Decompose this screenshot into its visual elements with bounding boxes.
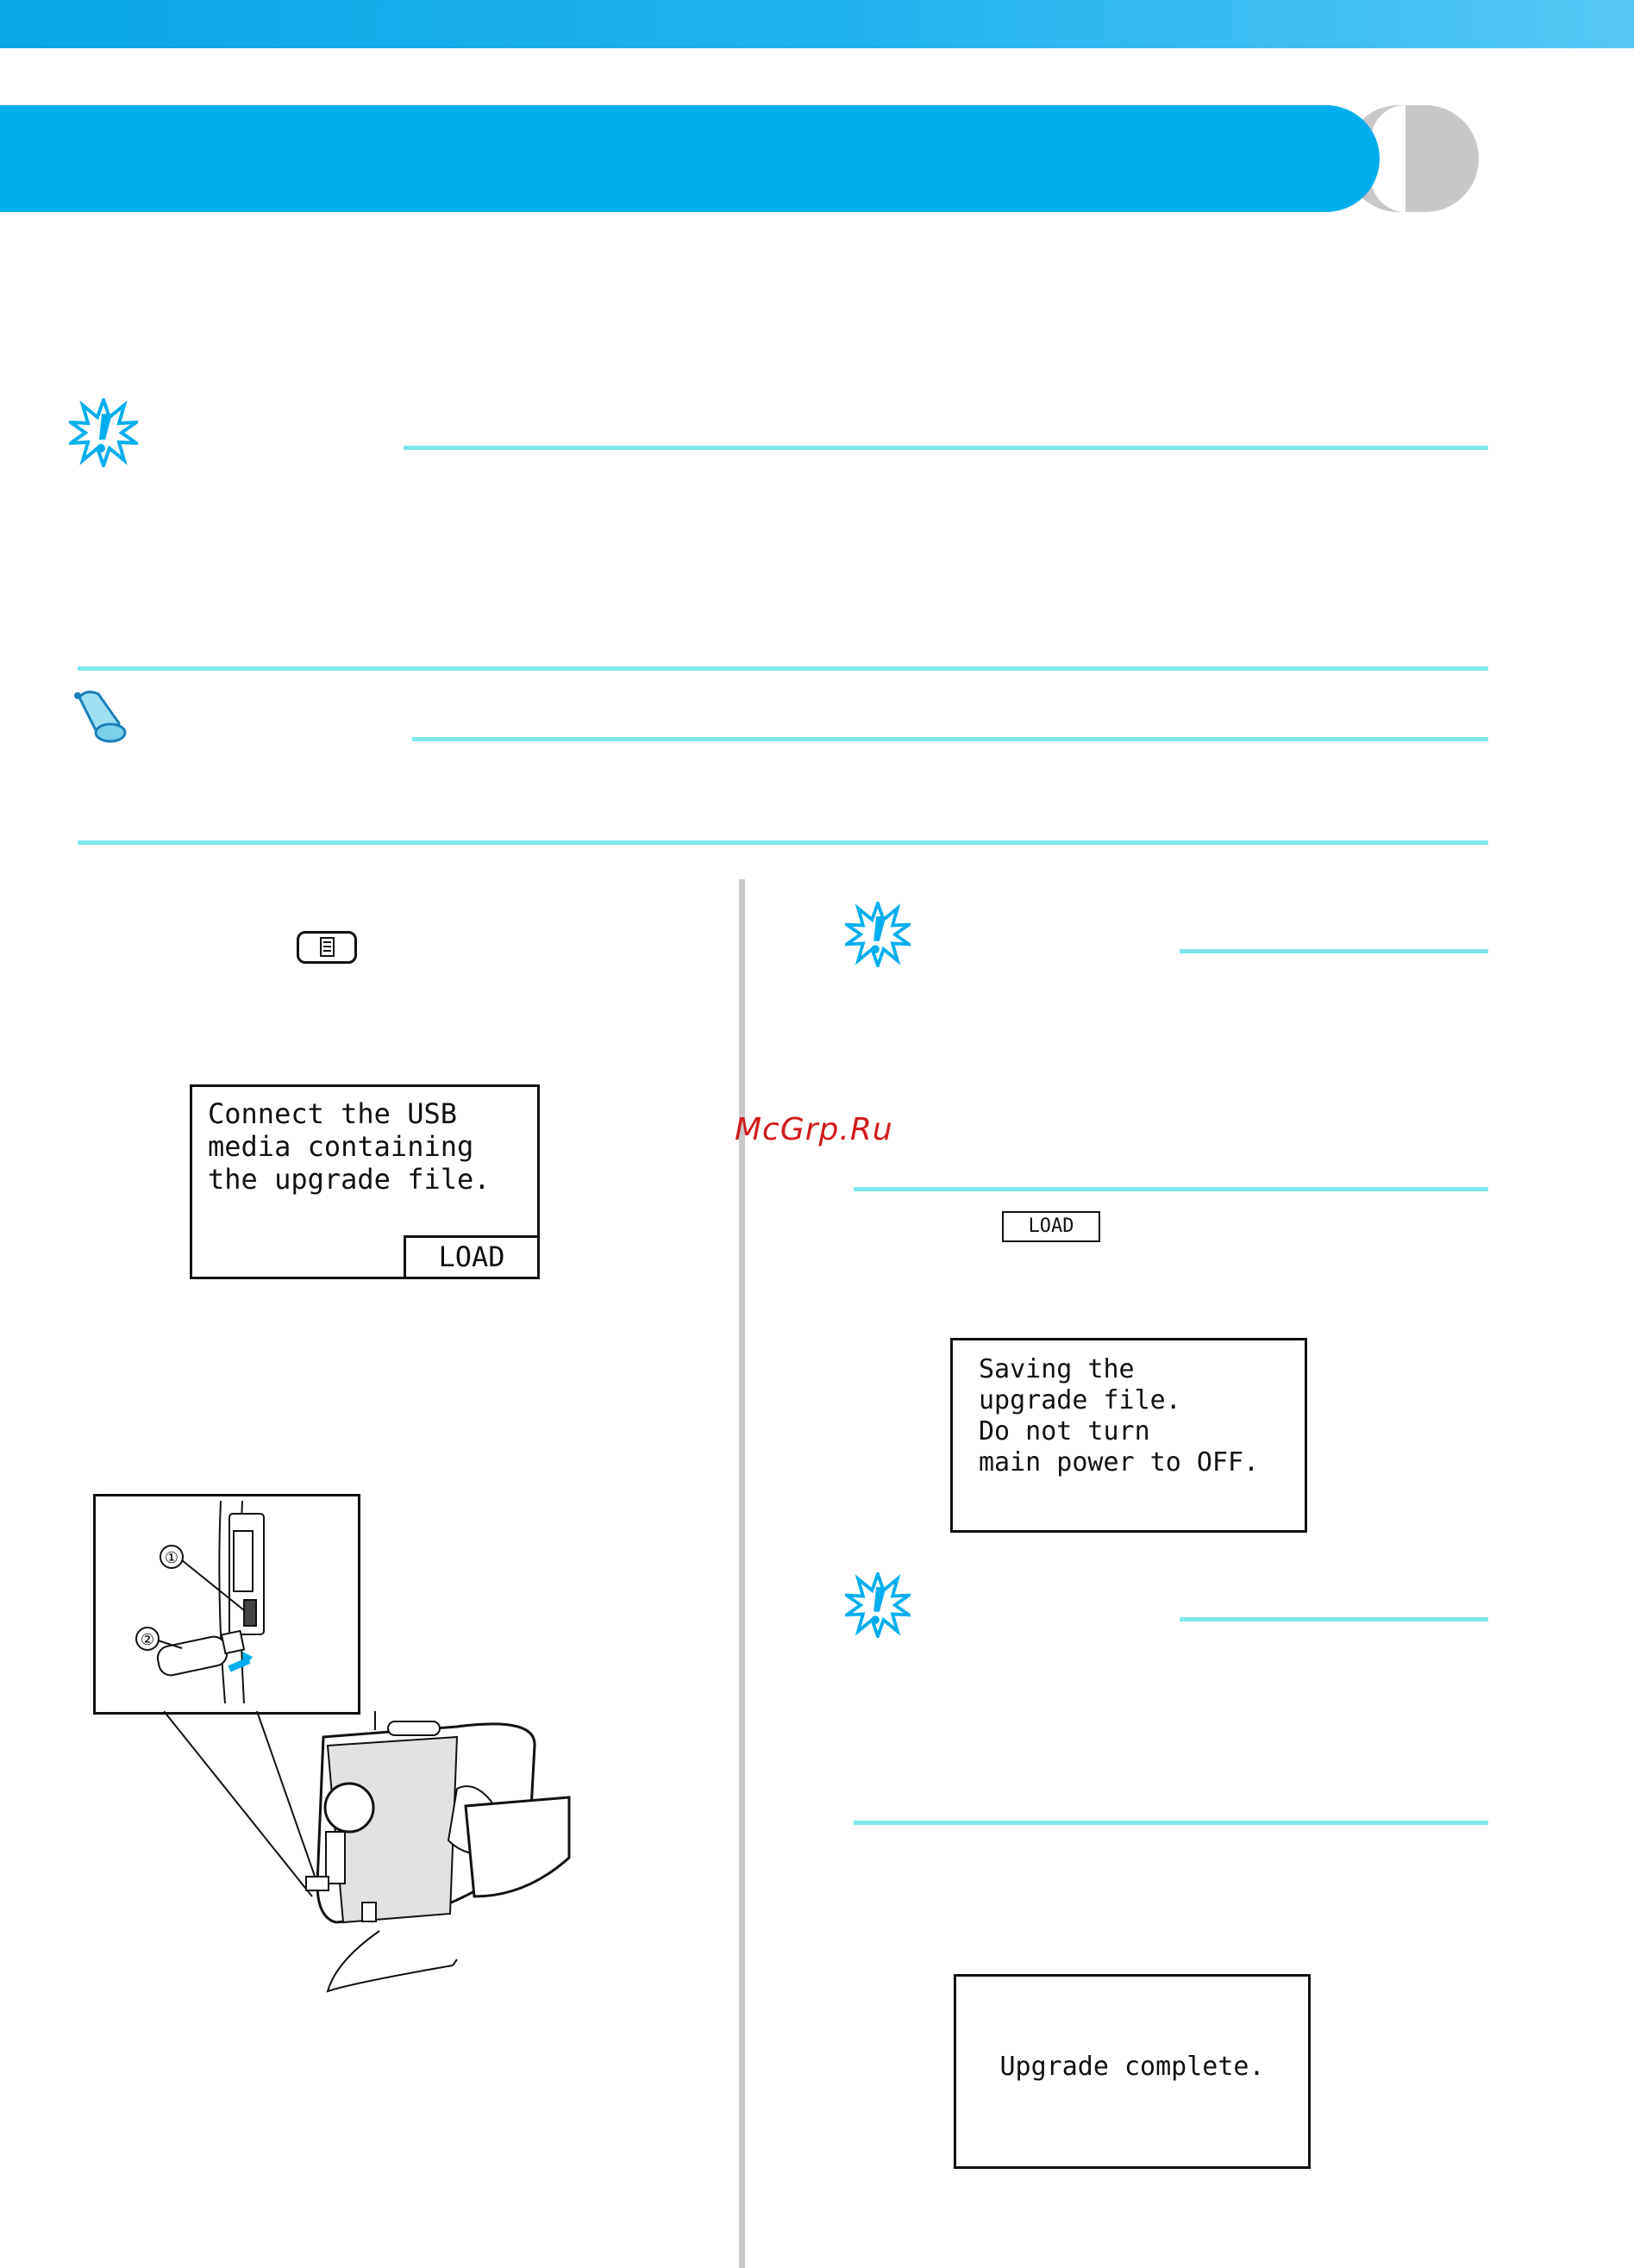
load-button[interactable]: LOAD: [404, 1235, 537, 1277]
note-rule-bottom: [854, 1821, 1488, 1825]
lcd-message: Connect the USB media containing the upgrade file.: [208, 1097, 491, 1196]
callout-2: ②: [140, 1631, 155, 1649]
document-list-icon: [299, 934, 354, 961]
header-stripe: [0, 0, 1634, 48]
title-banner: [0, 105, 1380, 212]
starburst-exclamation-icon: [845, 1572, 911, 1638]
file-key-button[interactable]: [297, 931, 357, 964]
note-rule-top: [1180, 1617, 1488, 1621]
usb-port-detail-illustration: [93, 1494, 360, 1715]
lcd-screen-complete: [954, 1974, 1311, 2169]
load-key-button[interactable]: LOAD: [1002, 1211, 1100, 1242]
starburst-exclamation-icon: [69, 398, 138, 467]
lcd-screen-connect: [190, 1084, 540, 1279]
note-rule-top: [404, 446, 1488, 450]
note-rule-top: [1180, 949, 1488, 953]
memo-rule-top: [412, 737, 1488, 741]
starburst-exclamation-icon: [845, 902, 911, 967]
lcd-screen-saving: [950, 1338, 1307, 1533]
bell-icon: [69, 685, 129, 746]
sewing-machine-illustration: [164, 1711, 612, 2004]
callout-1: ①: [164, 1549, 179, 1567]
column-divider: [739, 879, 745, 2268]
note-rule-bottom: [78, 666, 1488, 671]
watermark: McGrp.Ru: [735, 1112, 893, 1147]
lcd-message: Saving the upgrade file. Do not turn main power to OFF.: [979, 1354, 1260, 1478]
memo-rule-bottom: [78, 840, 1488, 845]
lcd-message: Upgrade complete.: [999, 2052, 1265, 2082]
note-rule-bottom: [854, 1187, 1488, 1191]
